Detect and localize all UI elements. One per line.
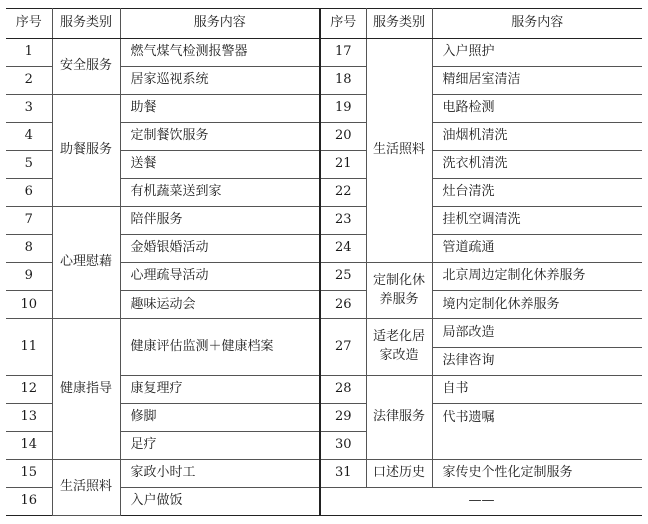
row-no: 11 — [6, 319, 52, 375]
row-no: 21 — [320, 151, 366, 179]
service-content: 燃气煤气检测报警器 — [120, 39, 320, 67]
row-no: 14 — [6, 431, 52, 459]
row-no: 22 — [320, 179, 366, 207]
header-content-right: 服务内容 — [432, 9, 642, 39]
service-content: 康复理疗 — [120, 375, 320, 403]
row-no: 17 — [320, 39, 366, 67]
row-no: 19 — [320, 95, 366, 123]
category-meal: 助餐服务 — [52, 95, 120, 207]
service-content: 心理疏导活动 — [120, 263, 320, 291]
service-content: 油烟机清洗 — [432, 123, 642, 151]
header-row — [6, 9, 642, 39]
header-no-left: 序号 — [6, 9, 52, 39]
header-content-left: 服务内容 — [120, 9, 320, 39]
row-no: 12 — [6, 375, 52, 403]
row-no: 20 — [320, 123, 366, 151]
row-no: 9 — [6, 263, 52, 291]
row-no: 2 — [6, 67, 52, 95]
category-mind: 心理慰藉 — [52, 207, 120, 319]
row-no: 30 — [320, 431, 366, 459]
row-no: 27 — [320, 319, 366, 375]
row-no: 16 — [6, 487, 52, 515]
service-content: 助餐 — [120, 95, 320, 123]
service-content: 管道疏通 — [432, 235, 642, 263]
service-table-container — [6, 8, 642, 516]
row-no: 5 — [6, 151, 52, 179]
category-life-right: 生活照料 — [366, 39, 432, 263]
row-no: 25 — [320, 263, 366, 291]
empty-filler — [320, 487, 642, 515]
service-table — [6, 8, 642, 516]
category-custom: 定制化休养服务 — [366, 263, 432, 319]
row-no: 29 — [320, 403, 366, 431]
service-content: 定制餐饮服务 — [120, 123, 320, 151]
row-no: 8 — [6, 235, 52, 263]
service-content: 修脚 — [120, 403, 320, 431]
row-no: 3 — [6, 95, 52, 123]
service-content: 金婚银婚活动 — [120, 235, 320, 263]
table-row — [6, 95, 642, 123]
row-no: 4 — [6, 123, 52, 151]
table-row — [6, 459, 642, 487]
row-no: 13 — [6, 403, 52, 431]
category-oral: 口述历史 — [366, 459, 432, 487]
service-content: 局部改造 — [432, 319, 642, 347]
service-content: 家传史个性化定制服务 — [432, 459, 642, 487]
category-life-left: 生活照料 — [52, 459, 120, 515]
row-no: 1 — [6, 39, 52, 67]
service-content: 入户做饭 — [120, 487, 320, 515]
service-content: 洗衣机清洗 — [432, 151, 642, 179]
row-no: 18 — [320, 67, 366, 95]
header-category-left: 服务类别 — [52, 9, 120, 39]
table-row — [6, 319, 642, 347]
service-content: 有机蔬菜送到家 — [120, 179, 320, 207]
table-row — [6, 207, 642, 235]
service-content: 境内定制化休养服务 — [432, 291, 642, 319]
service-content: 挂机空调清洗 — [432, 207, 642, 235]
service-content: 陪伴服务 — [120, 207, 320, 235]
category-legal: 法律服务 — [366, 375, 432, 459]
row-no: 10 — [6, 291, 52, 319]
service-content: 电路检测 — [432, 95, 642, 123]
service-content: 送餐 — [120, 151, 320, 179]
category-aging: 适老化居家改造 — [366, 319, 432, 375]
category-safety: 安全服务 — [52, 39, 120, 95]
service-content: 足疗 — [120, 431, 320, 459]
service-content: 入户照护 — [432, 39, 642, 67]
service-content: 健康评估监测＋健康档案 — [120, 319, 320, 375]
service-content: 法律咨询 — [432, 347, 642, 375]
row-no: 6 — [6, 179, 52, 207]
table-row — [6, 39, 642, 67]
row-no: 31 — [320, 459, 366, 487]
row-no: 26 — [320, 291, 366, 319]
row-no: 23 — [320, 207, 366, 235]
category-health: 健康指导 — [52, 319, 120, 459]
dash-filler: —— — [468, 492, 495, 508]
service-content: 居家巡视系统 — [120, 67, 320, 95]
header-category-right: 服务类别 — [366, 9, 432, 39]
row-no: 7 — [6, 207, 52, 235]
service-content: 家政小时工 — [120, 459, 320, 487]
header-no-right: 序号 — [320, 9, 366, 39]
service-content: 北京周边定制化休养服务 — [432, 263, 642, 291]
service-content: 自书 — [432, 375, 642, 403]
row-no: 24 — [320, 235, 366, 263]
service-content: 代书遗嘱 — [432, 403, 642, 459]
row-no: 28 — [320, 375, 366, 403]
service-content: 趣味运动会 — [120, 291, 320, 319]
service-content: 灶台清洗 — [432, 179, 642, 207]
row-no: 15 — [6, 459, 52, 487]
service-content: 精细居室清洁 — [432, 67, 642, 95]
